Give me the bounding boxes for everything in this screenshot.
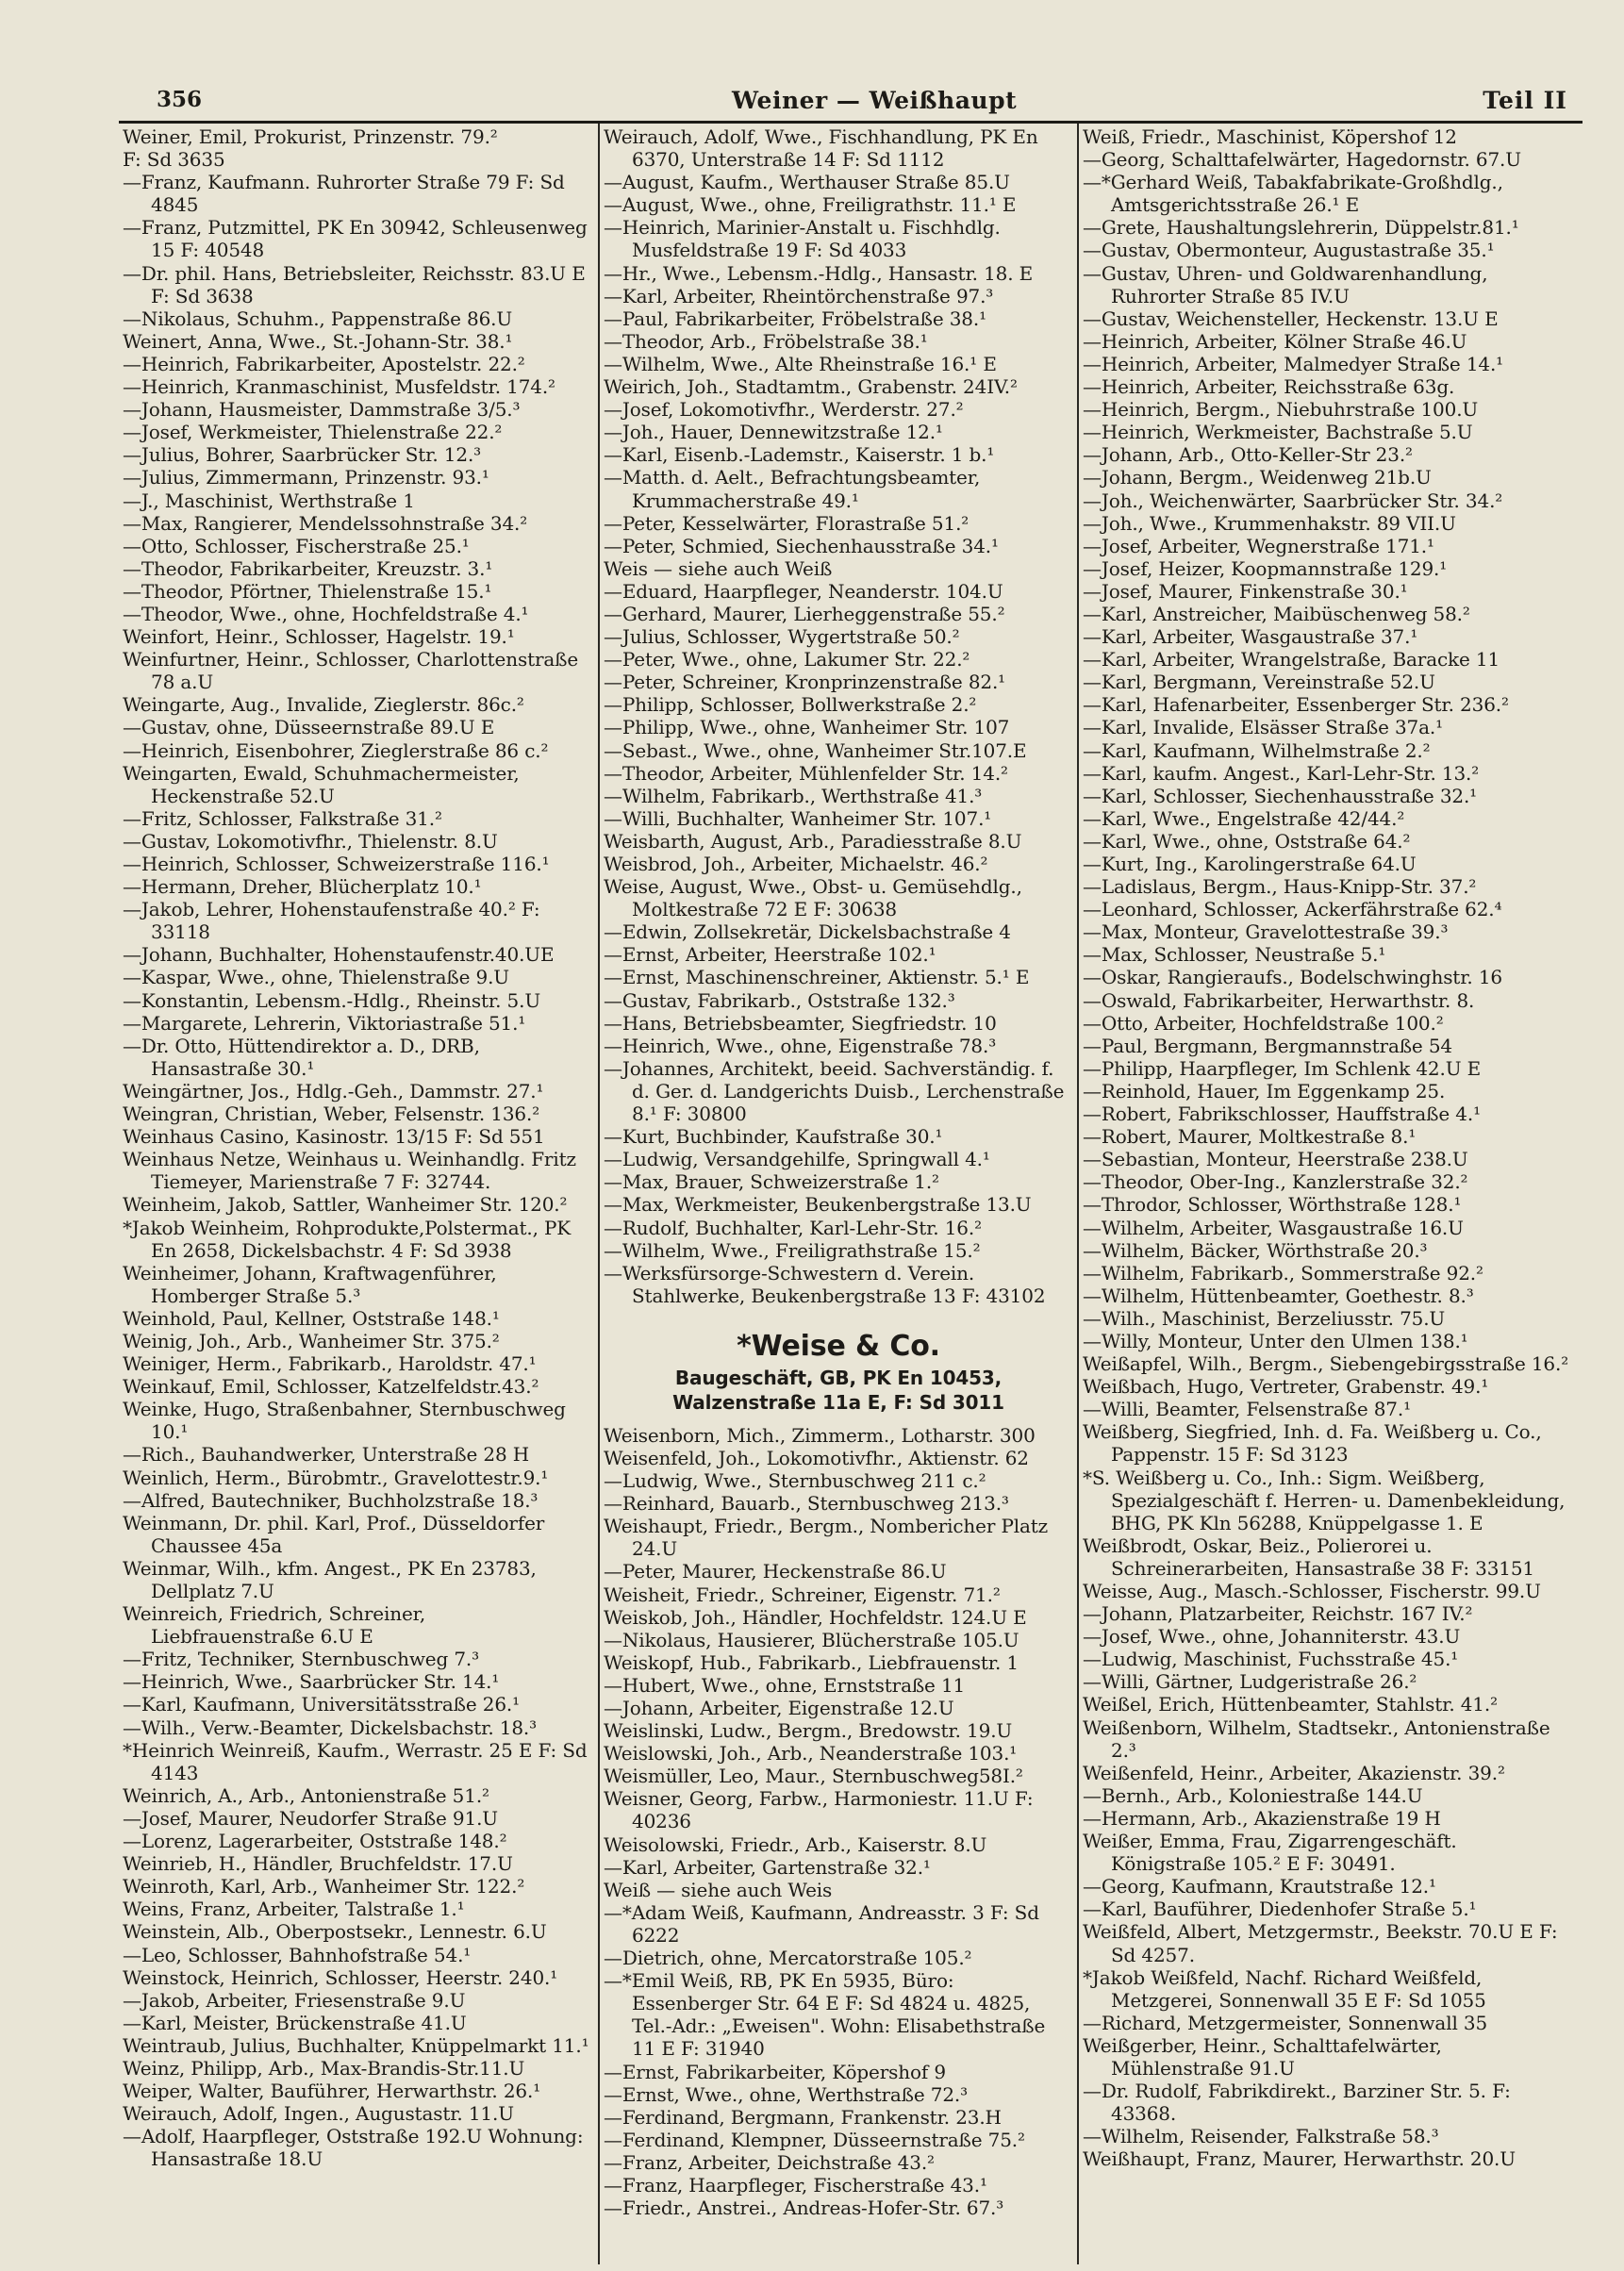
directory-entry: —Ladislaus, Bergm., Haus-Knipp-Str. 37.² [1083,875,1477,899]
directory-entry: —Josef, Arbeiter, Wegnerstraße 171.¹ [1083,534,1434,557]
directory-entry: Weiß — siehe auch Weis [604,1878,833,1901]
directory-entry: Weißapfel, Wilh., Bergm., Siebengebirgsstraße 16.² [1083,1352,1569,1376]
directory-entry: —Ludwig, Versandgehilfe, Springwall 4.¹ [604,1148,990,1171]
directory-entry: —Konstantin, Lebensm.-Hdlg., Rheinstr. 5.U [123,988,541,1012]
directory-entry: Weishaupt, Friedr., Bergm., Nombericher Platz 24.U [604,1515,1049,1561]
directory-entry: —Wilhelm, Fabrikarb., Sommerstraße 92.² [1083,1261,1483,1285]
directory-entry: —Oswald, Fabrikarbeiter, Herwarthstr. 8. [1083,988,1475,1012]
directory-entry: —Heinrich, Kranmaschinist, Musfeldstr. 174.² [123,375,555,399]
directory-entry: Weinz, Philipp, Arb., Max-Brandis-Str.11.U [123,2056,525,2080]
directory-entry: —Georg, Schalttafelwärter, Hagedornstr. 67.U [1083,148,1521,172]
directory-entry: Weinert, Anna, Wwe., St.-Johann-Str. 38.¹ [123,329,513,353]
directory-entry: Weirauch, Adolf, Ingen., Augustastr. 11.U [123,2102,514,2126]
directory-entry: Weiskob, Joh., Händler, Hochfeldstr. 124.U E [604,1605,1027,1629]
directory-entry: —Wilhelm, Reisender, Falkstraße 58.³ [1083,2125,1439,2148]
directory-entry: —Heinrich, Bergm., Niebuhrstraße 100.U [1083,398,1479,422]
directory-entry: —Karl, Arbeiter, Wasgaustraße 37.¹ [1083,625,1418,649]
directory-entry: —Leonhard, Schlosser, Ackerfährstraße 62.⁴ [1083,898,1502,921]
directory-entry: Weisheit, Friedr., Schreiner, Eigenstr. 71.² [604,1583,1001,1606]
directory-entry: Weinig, Joh., Arb., Wanheimer Str. 375.² [123,1329,500,1352]
directory-entry: *Jakob Weißfeld, Nachf. Richard Weißfeld, Metzgerei, Sonnenwall 35 E F: Sd 1055 [1083,1965,1486,2012]
directory-entry: —Dr. phil. Hans, Betriebsleiter, Reichsstr. 83.U E F: Sd 3638 [123,261,586,307]
directory-entry: —Willi, Beamter, Felsenstraße 87.¹ [1083,1398,1411,1421]
directory-entry: —Alfred, Bautechniker, Buchholzstraße 18.³ [123,1488,539,1512]
directory-entry: —*Adam Weiß, Kaufmann, Andreasstr. 3 F: Sd 6222 [604,1900,1039,1947]
directory-entry: —Wilhelm, Fabrikarb., Werthstraße 41.³ [604,784,983,807]
column-3 [1079,124,1577,2264]
directory-entry: Weiskopf, Hub., Fabrikarb., Liebfrauenstr. 1 [604,1650,1019,1674]
name-range: Weiner — Weißhaupt [732,87,1018,114]
directory-entry: Weiniger, Herm., Fabrikarb., Haroldstr. 47.¹ [123,1352,537,1376]
directory-entry: *Jakob Weinheim, Rohprodukte,Polstermat., PK En 2658, Dickelsbachstr. 4 F: Sd 3938 [123,1216,572,1262]
directory-entry: —Heinrich, Arbeiter, Kölner Straße 46.U [1083,329,1467,353]
directory-entry: —J., Maschinist, Werthstraße 1 [123,489,415,512]
directory-entry: Weinhaus Casino, Kasinostr. 13/15 F: Sd 551 [123,1125,545,1149]
directory-entry: Weingran, Christian, Weber, Felsenstr. 136.² [123,1102,540,1126]
directory-entry: —Peter, Schmied, Siechenhausstraße 34.¹ [604,534,999,557]
ad-line-1: Baugeschäft, GB, PK En 10453, [674,1366,1003,1389]
directory-entry: —Peter, Wwe., ohne, Lakumer Str. 22.² [604,648,970,671]
directory-entry: Weirauch, Adolf, Wwe., Fischhandlung, PK En 6370, Unterstraße 14 F: Sd 1112 [604,125,1038,172]
directory-entry: —Josef, Wwe., ohne, Johanniterstr. 43.U [1083,1625,1461,1649]
directory-entry: —Willi, Gärtner, Ludgeristraße 26.² [1083,1670,1417,1694]
directory-entry: Weinstock, Heinrich, Schlosser, Heerstr. 240.¹ [123,1965,558,1989]
directory-entry: Weisbarth, August, Arb., Paradiesstraße 8.U [604,829,1022,853]
directory-entry: —Adolf, Haarpfleger, Oststraße 192.U Wohnung: Hansastraße 18.U [123,2125,584,2171]
directory-entry: Weis — siehe auch Weiß [604,556,833,580]
directory-entry: —Paul, Fabrikarbeiter, Fröbelstraße 38.¹ [604,307,986,330]
column-1 [119,124,598,2264]
directory-entry: —Eduard, Haarpfleger, Neanderstr. 104.U [604,579,1003,603]
directory-entry: —Karl, Schlosser, Siechenhausstraße 32.¹ [1083,784,1478,807]
directory-entry: —Wilh., Maschinist, Berzeliusstr. 75.U [1083,1306,1446,1330]
directory-entry: —Paul, Bergmann, Bergmannstraße 54 [1083,1034,1452,1057]
directory-entry: *S. Weißberg u. Co., Inh.: Sigm. Weißberg, Spezialgeschäft f. Herren- u. Damenbekleidung, BHG, PK Kln 56288, Knüppelgasse 1. E [1083,1466,1566,1534]
directory-entry: —Rudolf, Buchhalter, Karl-Lehr-Str. 16.² [604,1216,982,1239]
directory-entry: —Gustav, Lokomotivfhr., Thielenstr. 8.U [123,829,498,853]
directory-entry: —Max, Rangierer, Mendelssohnstraße 34.² [123,511,528,535]
directory-entry: —Joh., Hauer, Dennewitzstraße 12.¹ [604,421,943,444]
directory-entry: —Kurt, Ing., Karolingerstraße 64.U [1083,853,1417,875]
directory-entry: —Hubert, Wwe., ohne, Ernststraße 11 [604,1673,966,1697]
directory-entry: —August, Wwe., ohne, Freiligrathstr. 11.¹ E [604,193,1017,217]
directory-entry: Weisolowski, Friedr., Arb., Kaiserstr. 8.U [604,1832,987,1856]
directory-entry: —Kurt, Buchbinder, Kaufstraße 30.¹ [604,1125,943,1149]
directory-entry: —Johann, Bergm., Weidenweg 21b.U [1083,466,1432,489]
directory-entry: Weinkauf, Emil, Schlosser, Katzelfeldstr.43.² [123,1375,539,1399]
directory-entry: Weißberg, Siegfried, Inh. d. Fa. Weißberg u. Co., Pappenstr. 15 F: Sd 3123 [1083,1420,1542,1467]
directory-entry: —Wilhelm, Wwe., Alte Rheinstraße 16.¹ E [604,352,997,375]
directory-entry: Weingarten, Ewald, Schuhmachermeister, Heckenstraße 52.U [123,761,520,807]
directory-entry: *Heinrich Weinreiß, Kaufm., Werrastr. 25 E F: Sd 4143 [123,1738,588,1784]
directory-entry: —Ferdinand, Bergmann, Frankenstr. 23.H [604,2105,1002,2129]
directory-entry: —Josef, Heizer, Koopmannstraße 129.¹ [1083,556,1448,580]
directory-entry: —Gustav, ohne, Düsseernstraße 89.U E [123,716,495,739]
directory-entry: —Theodor, Pförtner, Thielenstraße 15.¹ [123,579,492,603]
directory-entry: Weinroth, Karl, Arb., Wanheimer Str. 122.² [123,1875,525,1898]
directory-entry: —Heinrich, Arbeiter, Reichsstraße 63g. [1083,375,1455,399]
directory-entry: —Otto, Arbeiter, Hochfeldstraße 100.² [1083,1011,1444,1035]
directory-entry: Weintraub, Julius, Buchhalter, Knüppelmarkt 11.¹ [123,2033,589,2057]
directory-entry: —Heinrich, Marinier-Anstalt u. Fischhdlg. Musfeldstraße 19 F: Sd 4033 [604,216,1001,262]
directory-entry: —Throdor, Schlosser, Wörthstraße 128.¹ [1083,1193,1462,1217]
directory-entry: —Franz, Haarpfleger, Fischerstraße 43.¹ [604,2173,987,2196]
directory-entry: —Hr., Wwe., Lebensm.-Hdlg., Hansastr. 18. E [604,261,1034,285]
directory-entry: Weinhaus Netze, Weinhaus u. Weinhandlg. Fritz Tiemeyer, Marienstraße 7 F: 32744. [123,1148,576,1194]
directory-entry: —Heinrich, Wwe., ohne, Eigenstraße 78.³ [604,1034,997,1057]
directory-entry: —Josef, Maurer, Neudorfer Straße 91.U [123,1806,498,1830]
directory-entry: —Edwin, Zollsekretär, Dickelsbachstraße 4 [604,920,1011,944]
directory-entry: Weiper, Walter, Bauführer, Herwarthstr. 26.¹ [123,2080,541,2103]
page-header [119,81,1583,124]
directory-entry: —Gustav, Fabrikarb., Oststraße 132.³ [604,988,955,1012]
directory-entry: —Heinrich, Fabrikarbeiter, Apostelstr. 22.² [123,352,525,375]
directory-entry: —Willi, Buchhalter, Wanheimer Str. 107.¹ [604,806,992,830]
directory-entry: Weinrieb, H., Händler, Bruchfeldstr. 17.U [123,1852,513,1876]
directory-entry: Weismüller, Leo, Maur., Sternbuschweg58I.² [604,1765,1023,1788]
directory-entry: —Karl, Arbeiter, Wrangelstraße, Baracke 11 [1083,648,1500,671]
directory-entry: Weiner, Emil, Prokurist, Prinzenstr. 79.² [123,125,498,148]
directory-entry: —Josef, Lokomotivfhr., Werderstr. 27.² [604,398,964,422]
directory-entry: —Reinhold, Hauer, Im Eggenkamp 25. [1083,1079,1446,1102]
directory-entry: Weißgerber, Heinr., Schalttafelwärter, Mühlenstraße 91.U [1083,2033,1442,2080]
directory-entry: —Karl, Arbeiter, Rheintörchenstraße 97.³ [604,284,994,307]
directory-entry: —Wilhelm, Hüttenbeamter, Goethestr. 8.³ [1083,1284,1474,1307]
directory-entry: —Oskar, Rangieraufs., Bodelschwinghstr. 16 [1083,966,1502,989]
directory-entry: Weisner, Georg, Farbw., Harmoniestr. 11.U F: 40236 [604,1787,1034,1833]
directory-entry: —Robert, Maurer, Moltkestraße 8.¹ [1083,1125,1417,1149]
directory-entry: —Friedr., Anstrei., Andreas-Hofer-Str. 67.³ [604,2196,1004,2220]
directory-entry: —Ludwig, Maschinist, Fuchsstraße 45.¹ [1083,1648,1459,1671]
directory-entry: —Karl, Invalide, Elsässer Straße 37a.¹ [1083,716,1443,739]
part-label: Teil II [1483,87,1567,114]
directory-entry: —Max, Brauer, Schweizerstraße 1.² [604,1170,939,1194]
directory-entry: —Matth. d. Aelt., Befrachtungsbeamter, Krummacherstraße 49.¹ [604,466,981,512]
advertisement-weise-co [604,1328,1073,1415]
directory-entry: —Johann, Hausmeister, Dammstraße 3/5.³ [123,398,521,422]
directory-entry: —Philipp, Haarpfleger, Im Schlenk 42.U E [1083,1056,1482,1080]
directory-entry: —Johann, Arbeiter, Eigenstraße 12.U [604,1697,954,1719]
directory-entry: —Franz, Putzmittel, PK En 30942, Schleusenweg 15 F: 40548 [123,216,588,262]
directory-entry: —Franz, Arbeiter, Deichstraße 43.² [604,2150,935,2174]
directory-entry: —Grete, Haushaltungslehrerin, Düppelstr.81.¹ [1083,216,1519,240]
directory-entry: —Kaspar, Wwe., ohne, Thielenstraße 9.U [123,966,510,989]
directory-entry: Weißenfeld, Heinr., Arbeiter, Akazienstr. 39.² [1083,1761,1505,1784]
directory-entry: —Franz, Kaufmann. Ruhrorter Straße 79 F: Sd 4845 [123,171,565,217]
directory-entry: —Max, Werkmeister, Beukenbergstraße 13.U [604,1193,1032,1217]
directory-entry: F: Sd 3635 [123,148,225,172]
directory-entry: —Heinrich, Schlosser, Schweizerstraße 116.¹ [123,853,550,875]
directory-entry: —Gustav, Uhren- und Goldwarenhandlung, Ruhrorter Straße 85 IV.U [1083,261,1488,307]
directory-entry: —Philipp, Wwe., ohne, Wanheimer Str. 107 [604,716,1010,739]
directory-entry: Weise, August, Wwe., Obst- u. Gemüsehdlg., Moltkestraße 72 E F: 30638 [604,875,1022,921]
directory-entry: —Reinhard, Bauarb., Sternbuschweg 213.³ [604,1492,1009,1516]
directory-entry: —Heinrich, Arbeiter, Malmedyer Straße 14.¹ [1083,352,1504,375]
column-2-entries [604,125,1073,1307]
directory-entry: Weinheim, Jakob, Sattler, Wanheimer Str. 120.² [123,1193,568,1217]
directory-entry: —Dr. Rudolf, Fabrikdirekt., Barziner Str. 5. F: 43368. [1083,2080,1511,2126]
directory-entry: —Heinrich, Eisenbohrer, Zieglerstraße 86 c.² [123,738,549,762]
directory-entry: —Peter, Maurer, Heckenstraße 86.U [604,1560,947,1583]
directory-entry: Weiß, Friedr., Maschinist, Köpershof 12 [1083,125,1457,148]
directory-entry: —Lorenz, Lagerarbeiter, Oststraße 148.² [123,1830,507,1853]
directory-entry: —Johann, Buchhalter, Hohenstaufenstr.40.UE [123,943,555,967]
directory-entry: Weisenfeld, Joh., Lokomotivfhr., Aktienstr. 62 [604,1446,1029,1469]
columns [119,124,1583,2264]
directory-entry: —Otto, Schlosser, Fischerstraße 25.¹ [123,534,470,557]
directory-entry: Weißfeld, Albert, Metzgermstr., Beekstr. 70.U E F: Sd 4257. [1083,1920,1558,1966]
column-2 [598,124,1079,2264]
directory-entry: —Johann, Platzarbeiter, Reichstr. 167 IV.² [1083,1602,1473,1626]
directory-entry: —Hans, Betriebsbeamter, Siegfriedstr. 10 [604,1011,997,1035]
directory-entry: —Ernst, Fabrikarbeiter, Köpershof 9 [604,2060,946,2083]
directory-entry: —Ludwig, Wwe., Sternbuschweg 211 c.² [604,1469,986,1493]
directory-entry: —Dietrich, ohne, Mercatorstraße 105.² [604,1947,972,1970]
directory-entry: —Theodor, Wwe., ohne, Hochfeldstraße 4.¹ [123,602,529,625]
directory-entry: Weinke, Hugo, Straßenbahner, Sternbuschweg 10.¹ [123,1398,566,1444]
directory-entry: —Fritz, Techniker, Sternbuschweg 7.³ [123,1648,479,1671]
directory-entry: Weislowski, Joh., Arb., Neanderstraße 103.¹ [604,1742,1018,1765]
directory-entry: Weißhaupt, Franz, Maurer, Herwarthstr. 20.U [1083,2147,1516,2171]
directory-entry: —Ernst, Wwe., ohne, Werthstraße 72.³ [604,2082,968,2106]
directory-entry: —Karl, Kaufmann, Universitätsstraße 26.¹ [123,1693,520,1716]
directory-entry: —Karl, Bauführer, Diedenhofer Straße 5.¹ [1083,1898,1477,1921]
directory-entry: —*Gerhard Weiß, Tabakfabrikate-Großhdlg., Amtsgerichtsstraße 26.¹ E [1083,171,1503,217]
directory-entry: —Julius, Zimmermann, Prinzenstr. 93.¹ [123,466,489,489]
directory-entry: —Gustav, Weichensteller, Heckenstr. 13.U E [1083,307,1499,330]
directory-entry: —Theodor, Ober-Ing., Kanzlerstraße 32.² [1083,1170,1468,1194]
directory-entry: —Wilhelm, Wwe., Freiligrathstraße 15.² [604,1238,981,1262]
directory-entry: Weinheimer, Johann, Kraftwagenführer, Homberger Straße 5.³ [123,1261,497,1307]
ad-title: *Weise & Co. [737,1329,940,1363]
directory-entry: Weislinski, Ludw., Bergm., Bredowstr. 19.U [604,1719,1013,1743]
page-number: 356 [157,87,203,112]
directory-entry: —Dr. Otto, Hüttendirektor a. D., DRB, Hansastraße 30.¹ [123,1034,480,1080]
directory-entry: —Jakob, Lehrer, Hohenstaufenstraße 40.² F: 33118 [123,898,540,944]
directory-entry: —Philipp, Schlosser, Bollwerkstraße 2.² [604,693,977,717]
directory-entry: —Peter, Schreiner, Kronprinzenstraße 82.¹ [604,671,1006,694]
directory-entry: —Robert, Fabrikschlosser, Hauffstraße 4.¹ [1083,1102,1481,1126]
directory-entry: —Theodor, Arbeiter, Mühlenfelder Str. 14.² [604,761,1008,785]
directory-entry: —Karl, Wwe., ohne, Oststraße 64.² [1083,829,1411,853]
directory-entry: —Karl, Anstreicher, Maibüschenweg 58.² [1083,602,1470,625]
directory-entry: Weinfort, Heinr., Schlosser, Hagelstr. 19.¹ [123,625,515,649]
directory-entry: —Karl, Hafenarbeiter, Essenberger Str. 236.² [1083,693,1509,717]
directory-entry: —Hermann, Dreher, Blücherplatz 10.¹ [123,875,482,899]
directory-entry: Weirich, Joh., Stadtamtm., Grabenstr. 24IV.² [604,375,1018,399]
directory-entry: Weingärtner, Jos., Hdlg.-Geh., Dammstr. 27.¹ [123,1079,544,1102]
directory-entry: Weinlich, Herm., Bürobmtr., Gravelottestr.9.¹ [123,1466,549,1489]
directory-entry: —Heinrich, Werkmeister, Bachstraße 5.U [1083,421,1473,444]
directory-entry: Weißenborn, Wilhelm, Stadtsekr., Antonienstraße 2.³ [1083,1716,1550,1762]
directory-entry: —Bernh., Arb., Koloniestraße 144.U [1083,1783,1423,1807]
directory-entry: —Leo, Schlosser, Bahnhofstraße 54.¹ [123,1943,472,1966]
directory-entry: —Josef, Werkmeister, Thielenstraße 22.² [123,421,503,444]
directory-entry: Weißer, Emma, Frau, Zigarrengeschäft. Königstraße 105.² E F: 30491. [1083,1830,1457,1876]
directory-entry: Weinfurtner, Heinr., Schlosser, Charlottenstraße 78 a.U [123,648,579,694]
directory-entry: —Gerhard, Maurer, Lierheggenstraße 55.² [604,602,1005,625]
directory-entry: —Peter, Kesselwärter, Florastraße 51.² [604,511,969,535]
directory-entry: —Julius, Bohrer, Saarbrücker Str. 12.³ [123,443,482,467]
directory-entry: —Richard, Metzgermeister, Sonnenwall 35 [1083,2011,1488,2034]
directory-entry: Weisbrod, Joh., Arbeiter, Michaelstr. 46.² [604,853,988,875]
directory-entry: Weinstein, Alb., Oberpostsekr., Lennestr. 6.U [123,1920,547,1944]
directory-entry: —Hermann, Arb., Akazienstraße 19 H [1083,1806,1441,1830]
directory-entry: —Karl, Arbeiter, Gartenstraße 32.¹ [604,1855,931,1879]
directory-entry: Weißbrodt, Oskar, Beiz., Polierorei u. Schreinerarbeiten, Hansastraße 38 F: 33151 [1083,1533,1535,1580]
ad-line-2: Walzenstraße 11a E, F: Sd 3011 [672,1390,1004,1414]
directory-entry: —Max, Monteur, Gravelottestraße 39.³ [1083,920,1449,944]
directory-entry: Weingarte, Aug., Invalide, Zieglerstr. 86c.² [123,693,524,717]
directory-entry: Weinmar, Wilh., kfm. Angest., PK En 23783, Dellplatz 7.U [123,1556,537,1602]
directory-entry: —Joh., Wwe., Krummenhakstr. 89 VII.U [1083,511,1456,535]
directory-entry: Weinreich, Friedrich, Schreiner, Liebfrauenstraße 6.U E [123,1602,426,1649]
directory-entry: —Werksfürsorge-Schwestern d. Verein. Stahlwerke, Beukenbergstraße 13 F: 43102 [604,1261,1046,1307]
directory-entry: —Wilhelm, Arbeiter, Wasgaustraße 16.U [1083,1216,1464,1239]
directory-entry: —Joh., Weichenwärter, Saarbrücker Str. 34.² [1083,489,1503,512]
directory-entry: —Georg, Kaufmann, Krautstraße 12.¹ [1083,1875,1436,1898]
directory-entry: Weißbach, Hugo, Vertreter, Grabenstr. 49.¹ [1083,1375,1489,1399]
directory-entry: —Karl, Eisenb.-Lademstr., Kaiserstr. 1 b.¹ [604,443,995,467]
directory-entry: —Margarete, Lehrerin, Viktoriastraße 51.¹ [123,1011,526,1035]
directory-entry: —Johannes, Architekt, beeid. Sachverständig. f. d. Ger. d. Landgerichts Duisb., Lerchenstraße 8.¹ F: 30800 [604,1056,1065,1126]
directory-entry: —Ernst, Arbeiter, Heerstraße 102.¹ [604,943,936,967]
directory-entry: —Karl, Wwe., Engelstraße 42/44.² [1083,806,1405,830]
directory-entry: Weinrich, A., Arb., Antonienstraße 51.² [123,1783,489,1807]
directory-entry: —Johann, Arb., Otto-Keller-Str 23.² [1083,443,1413,467]
directory-entry: —Sebastian, Monteur, Heerstraße 238.U [1083,1148,1468,1171]
directory-entry: —Wilh., Verw.-Beamter, Dickelsbachstr. 18.³ [123,1716,537,1739]
directory-entry: —*Emil Weiß, RB, PK En 5935, Büro: Essenberger Str. 64 E F: Sd 4824 u. 4825, Tel.-Adr.: „Eweisen". Wohn: Elisabethstraße 11 E F: 31940 [604,1969,1046,2061]
directory-entry: —Rich., Bauhandwerker, Unterstraße 28 H [123,1443,530,1467]
directory-entry: —Karl, Meister, Brückenstraße 41.U [123,2011,467,2034]
directory-entry: —Jakob, Arbeiter, Friesenstraße 9.U [123,1988,466,2012]
directory-entry: —Ernst, Maschinenschreiner, Aktienstr. 5.¹ E [604,966,1030,989]
directory-entry: —Ferdinand, Klempner, Düsseernstraße 75.² [604,2128,1025,2151]
directory-entry: —Wilhelm, Bäcker, Wörthstraße 20.³ [1083,1238,1428,1262]
directory-entry: —Gustav, Obermonteur, Augustastraße 35.¹ [1083,239,1495,262]
directory-entry: —Karl, kaufm. Angest., Karl-Lehr-Str. 13.² [1083,761,1480,785]
directory-entry: —Theodor, Fabrikarbeiter, Kreuzstr. 3.¹ [123,556,493,580]
directory-entry: —Willy, Monteur, Unter den Ulmen 138.¹ [1083,1329,1468,1352]
directory-entry: —Nikolaus, Schuhm., Pappenstraße 86.U [123,307,513,330]
directory-entry: Weinmann, Dr. phil. Karl, Prof., Düsseldorfer Chaussee 45a [123,1511,545,1557]
directory-entry: —Nikolaus, Hausierer, Blücherstraße 105.U [604,1628,1019,1651]
directory-entry: Weins, Franz, Arbeiter, Talstraße 1.¹ [123,1898,465,1921]
directory-entry: Weinhold, Paul, Kellner, Oststraße 148.¹ [123,1306,500,1330]
column-2-entries-after [604,1424,1073,2219]
directory-entry: —Theodor, Arb., Fröbelstraße 38.¹ [604,329,928,353]
directory-entry: —Karl, Kaufmann, Wilhelmstraße 2.² [1083,738,1431,762]
directory-entry: —Max, Schlosser, Neustraße 5.¹ [1083,943,1386,967]
directory-entry: —Fritz, Schlosser, Falkstraße 31.² [123,806,442,830]
directory-entry: —Julius, Schlosser, Wygertstraße 50.² [604,625,960,649]
directory-entry: —August, Kaufm., Werthauser Straße 85.U [604,171,1010,194]
directory-entry: —Josef, Maurer, Finkenstraße 30.¹ [1083,579,1408,603]
directory-entry: Weisenborn, Mich., Zimmerm., Lotharstr. 300 [604,1423,1036,1447]
directory-entry: Weißel, Erich, Hüttenbeamter, Stahlstr. 41.² [1083,1693,1498,1716]
directory-entry: Weisse, Aug., Masch.-Schlosser, Fischerstr. 99.U [1083,1580,1541,1602]
directory-entry: —Heinrich, Wwe., Saarbrücker Str. 14.¹ [123,1670,500,1694]
directory-entry: —Karl, Bergmann, Vereinstraße 52.U [1083,671,1435,694]
directory-entry: —Sebast., Wwe., ohne, Wanheimer Str.107.E [604,738,1027,762]
